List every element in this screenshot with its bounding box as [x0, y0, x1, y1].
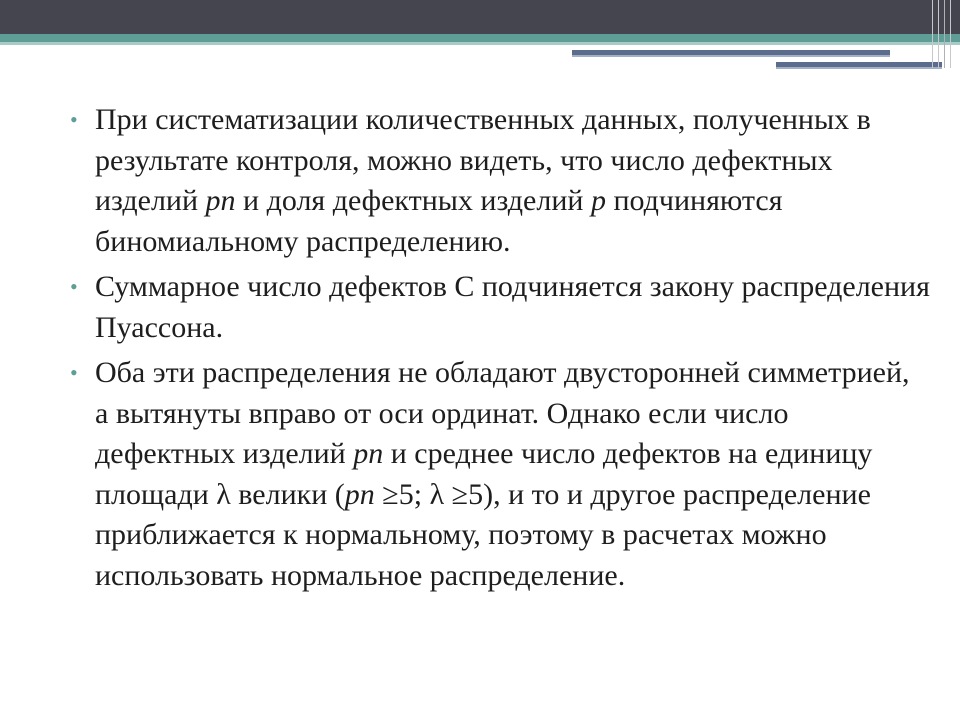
slide-header-decoration	[0, 0, 960, 80]
bullet-dot-icon: •	[70, 107, 78, 132]
header-accent-bar-light	[572, 55, 890, 57]
header-teal-stripe	[0, 34, 960, 42]
bullet-item	[70, 353, 930, 596]
header-vertical-line	[932, 0, 933, 68]
bullet-dot-icon: •	[70, 360, 78, 385]
header-vertical-line	[944, 0, 945, 68]
header-vertical-line	[950, 0, 951, 68]
header-accent-bar-short-light	[776, 67, 942, 69]
bullet-text: При систематизации количественных данных, полученных в результате контроля, можно видеть, что число дефектных изделий pn и доля дефектных изделий p подчиняются биномиальному распределению.	[95, 103, 871, 258]
header-teal-thin-stripe	[0, 42, 960, 45]
bullet-item	[70, 100, 930, 262]
bullet-text: Оба эти распределения не обладают двусторонней симметрией, а вытянуты вправо от оси ординат. Однако если число дефектных изделий pn и среднее число дефектов на единицу площади λ велики (pn ≥5; λ ≥5), и то и другое распределение приближается к нормальному, поэтому в расчетах можно использовать нормальное распределение.	[95, 356, 910, 592]
bullet-dot-icon: •	[70, 274, 78, 299]
bullet-item	[70, 267, 930, 348]
header-vertical-line	[938, 0, 939, 68]
header-dark-bar	[0, 0, 960, 34]
slide-body	[70, 100, 930, 601]
bullet-text: Суммарное число дефектов С подчиняется закону распределения Пуассона.	[95, 270, 930, 344]
